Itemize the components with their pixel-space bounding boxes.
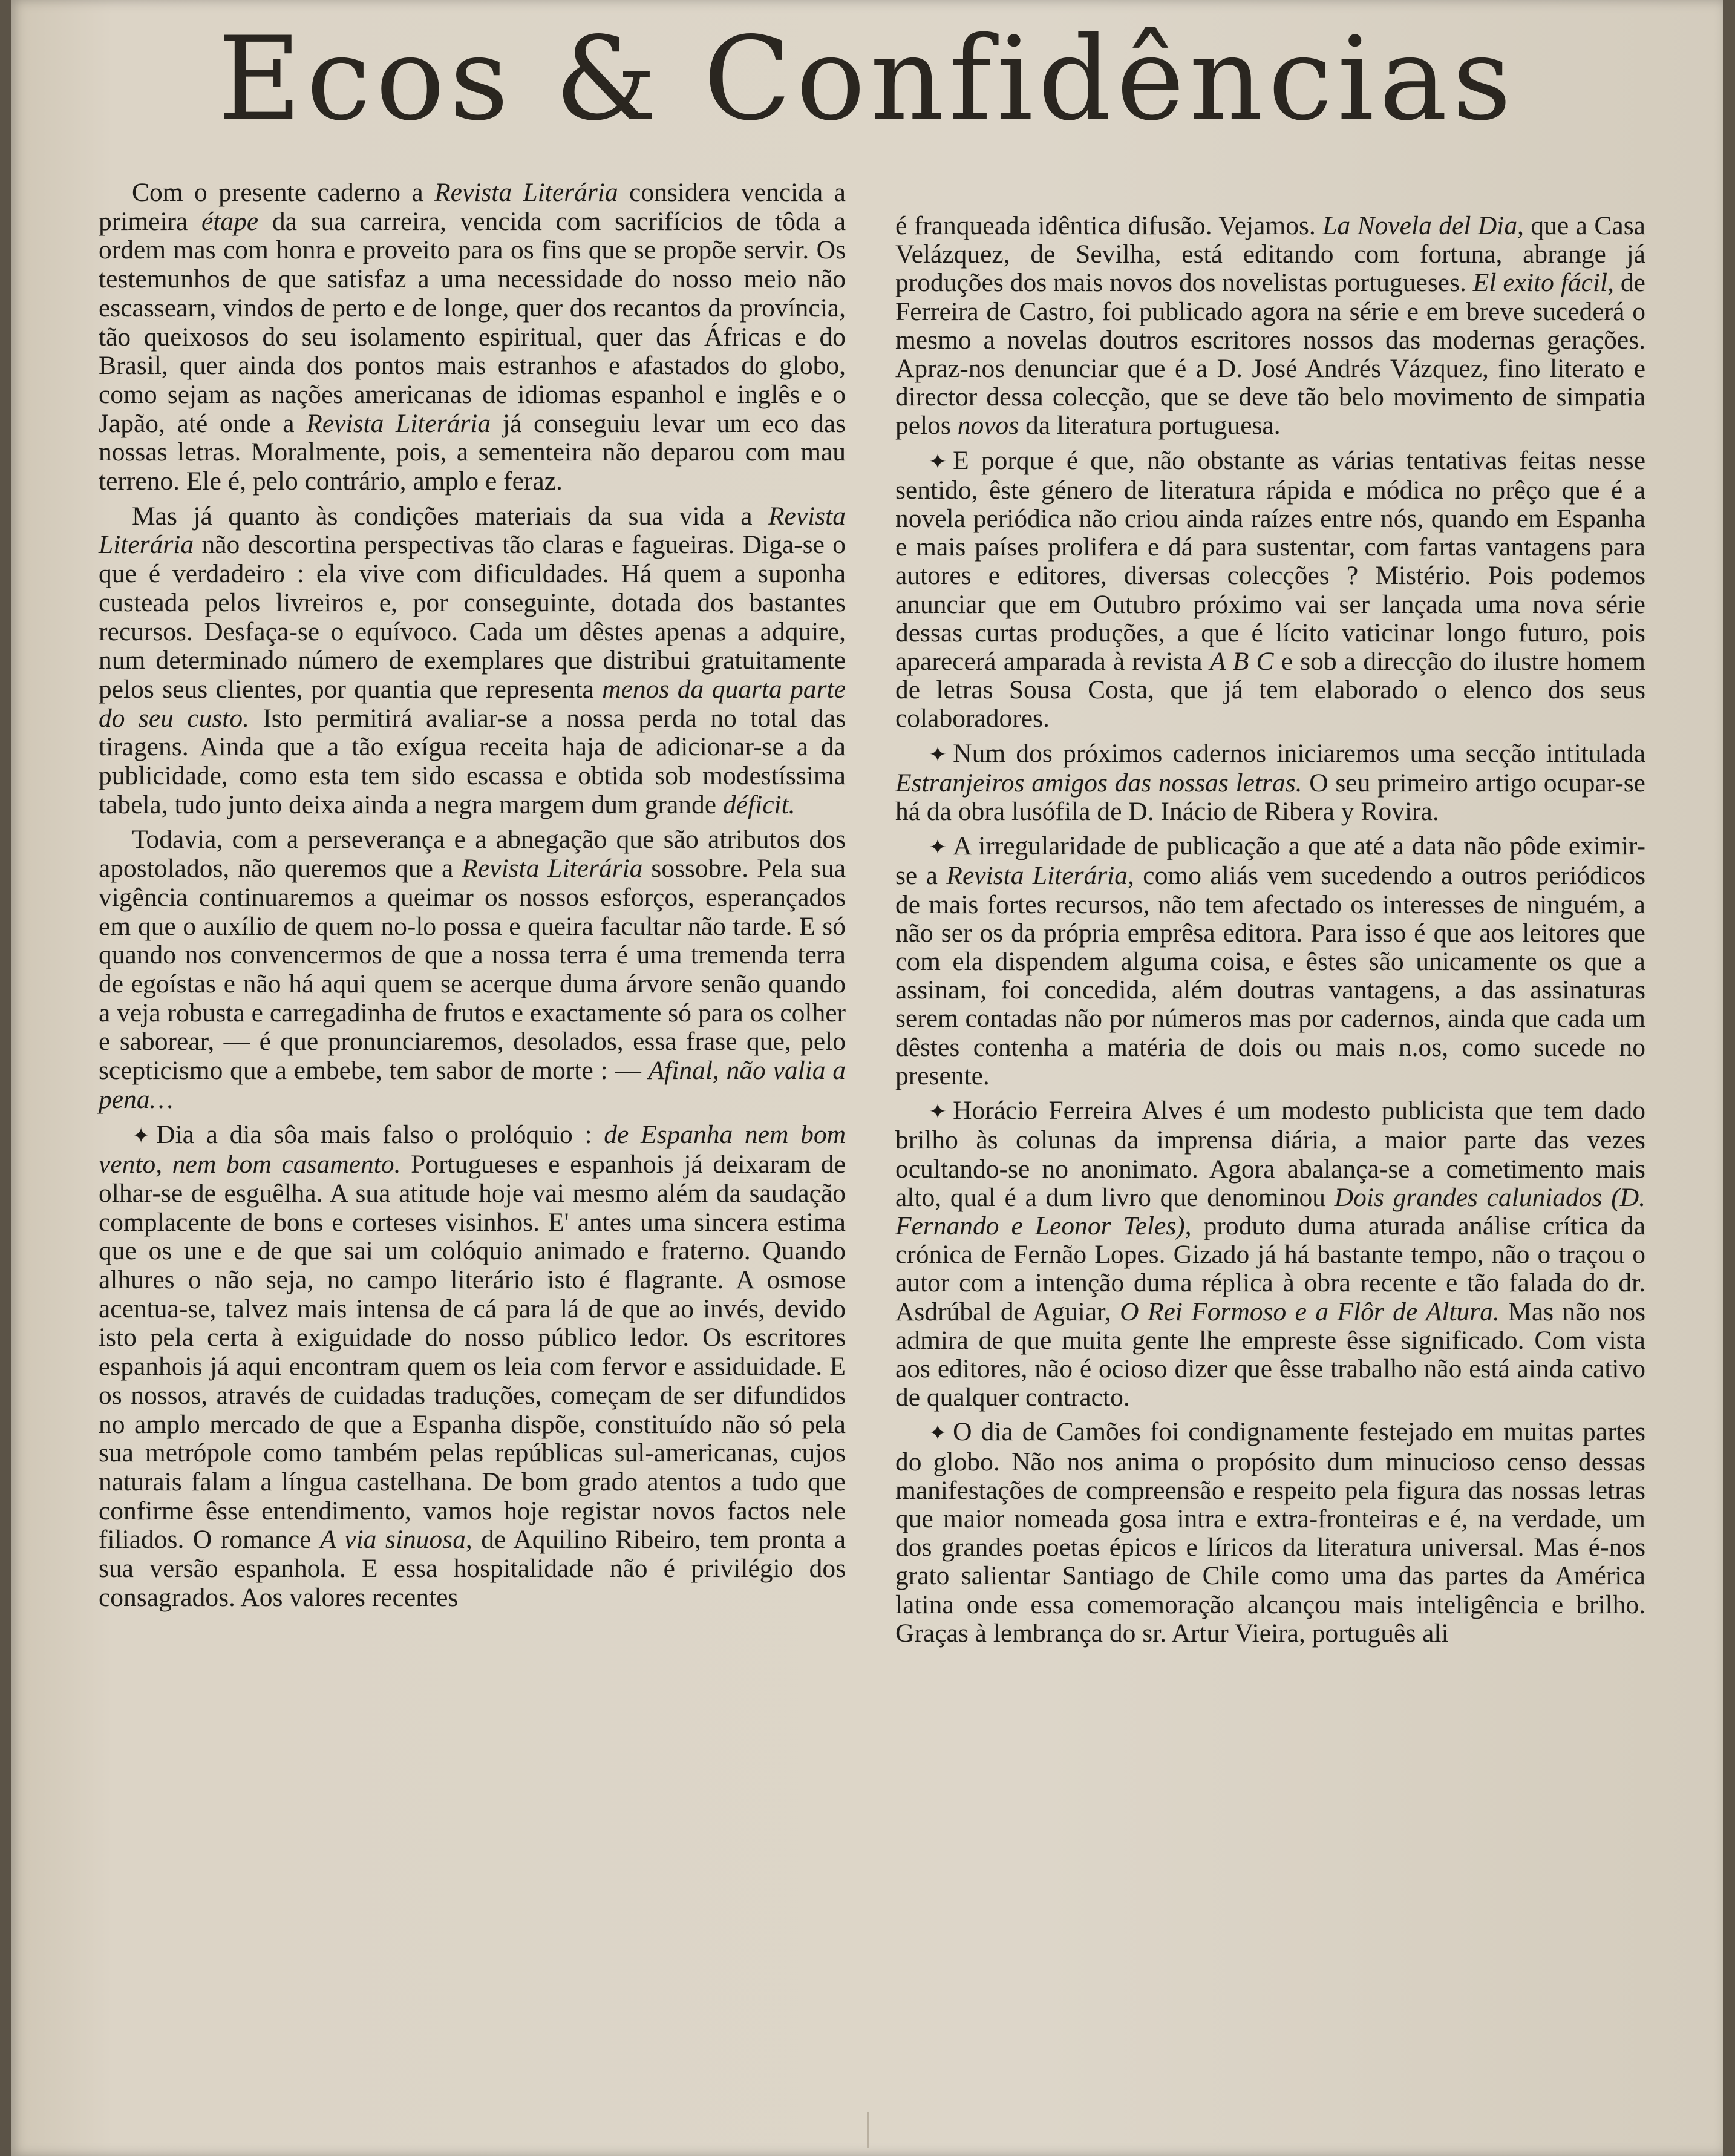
italic-text: Estranjeiros amigos das nossas letras.: [895, 768, 1302, 798]
italic-text: déficit.: [722, 790, 796, 819]
italic-text: Revista Literária: [99, 501, 846, 560]
text-run: , de Aquilino Ribeiro, tem pronta a sua versão espanhola. E essa hospitalidade não é privilégio dos consagrados. Aos valores recentes: [99, 1525, 846, 1612]
paragraph: [895, 832, 1645, 1090]
text-run: e sob a direcção do ilustre homem de letras Sousa Costa, que já tem elaborado o elenco dos seus colaboradores.: [895, 647, 1645, 733]
text-run: Todavia, com a perseverança e a abnegação que são atributos dos apostolados, não queremos que a: [99, 825, 846, 883]
paragraph-ornament-icon: ✦: [929, 1099, 947, 1124]
text-run: não descortina perspectivas tão claras e fagueiras. Diga-se o que é verdadeiro : ela vive com dificuldades. Há quem a suponha custeada pelos livreiros e, por conseguinte, dotada dos bastantes recursos. Desfaça-se o equívoco. Cada um dêstes apenas a adquire, num determinado número de exemplares que distribui gratuitamente pelos seus clientes, por quantia que representa: [99, 530, 846, 704]
paragraph: [99, 1121, 846, 1613]
italic-text: novos: [957, 411, 1019, 441]
italic-text: La Novela del Dia: [1322, 211, 1518, 240]
text-run: já conseguiu levar um eco das nossas letras. Moralmente, pois, a sementeira não deparou com mau terreno. Ele é, pelo contrário, amplo e feraz.: [99, 408, 846, 496]
paragraph: [99, 179, 846, 496]
paragraph-ornament-icon: ✦: [929, 742, 947, 767]
paragraph-ornament-icon: ✦: [132, 1123, 151, 1148]
text-run: considera vencida a primeira: [99, 178, 846, 236]
text-run: , de Ferreira de Castro, foi publicado agora na série e em breve sucederá o mesmo a novelas doutros escritores nossos das modernas gerações. Apraz-nos denunciar que é a D. José Andrés Vázquez, fino literato e director dessa colecção, que se deve tão belo movimento de simpatia pelos: [895, 268, 1645, 441]
paragraph: [895, 447, 1645, 733]
italic-text: menos da quarta parte do seu custo.: [99, 674, 846, 733]
text-run: A irregularidade de publicação a que até a data não pôde eximir-se a: [895, 831, 1645, 891]
italic-text: El exito fácil: [1472, 268, 1608, 298]
text-run: Portugueses e espanhois já deixaram de olhar-se de esguêlha. A sua atitude hoje vai mesmo além da saudação complacente de bons e corteses visinhos. E' antes uma sincera estima que os une e de que sai um colóquio animado e fraterno. Quando alhures o não seja, no campo literário isto é flagrante. A osmose acentua-se, talvez mais intensa de cá para lá de que ao invés, devido isto pela certa à exiguidade do nosso público ledor. Os escritores espanhois já aqui encontram quem os leia com fervor e assiduidade. E os nossos, através de cuidadas traduções, começam de ser difundidos no amplo mercado de que a Espanha dispõe, constituído não só pela sua metrópole como também pelas repúblicas sul-americanas, cujos naturais falam a língua castelhana. De bom grado atentos a tudo que confirme êsse entendimento, vamos hoje registar novos factos nele filiados. O romance: [99, 1150, 846, 1555]
paragraph: [895, 1096, 1645, 1412]
text-run: Num dos próximos cadernos iniciaremos uma secção intitulada: [953, 738, 1645, 768]
italic-text: étape: [201, 206, 259, 236]
text-run: Isto permitirá avaliar-se a nossa perda no total das tiragens. Ainda que a tão exígua receita haja de adicionar-se a da publicidade, como esta tem sido escassa e obtida sob modestíssima tabela, tudo junto deixa ainda a negra margem dum grande: [99, 703, 846, 819]
gutter-mark: [867, 2112, 869, 2148]
left-column: [99, 179, 846, 1618]
text-run: O dia de Camões foi condignamente festejado em muitas partes do globo. Não nos anima o propósito dum minucioso censo dessas manifestações de compreensão e respeito pela figura das nossas letras que maior nomeada gosa intra e extra-fronteiras e é, na verdade, um dos grandes poetas épicos e líricos da literatura universal. Mas é-nos grato salientar Santiago de Chile como uma das partes da América latina onde essa comemoração alcançou mais inteligência e brilho. Graças à lembrança do sr. Artur Vieira, português ali: [895, 1417, 1645, 1648]
paragraph: [895, 1418, 1645, 1648]
text-run: Horácio Ferreira Alves é um modesto publicista que tem dado brilho às colunas da imprensa diária, a maior parte das vezes ocultando-se no anonimato. Agora abalança-se a cometimento mais alto, qual é a dum livro que denominou: [895, 1096, 1645, 1212]
italic-text: O Rei Formoso e a Flôr de Altura.: [1120, 1297, 1500, 1326]
right-column: [895, 212, 1645, 1654]
text-run: sossobre. Pela sua vigência continuaremos a queimar os nossos esforços, esperançados em que o auxílio de quem no-lo possa e queira facultar não tarde. E só quando nos convencermos de que a nossa terra é uma tremenda terra de egoístas e não há aqui quem se acerque duma árvore senão quando a veja robusta e carregadinha de frutos e exactamente só para os colher e saborear, — é que pronunciaremos, desolados, essa frase que, pelo scepticismo que a embebe, tem sabor de morte : —: [99, 854, 846, 1086]
text-run: E porque é que, não obstante as várias tentativas feitas nesse sentido, êste género de literatura rápida e módica no prêço que é a novela periódica não criou ainda raízes entre nós, quando em Espanha e mais países prolifera e dá para sustentar, com fartas vantagens para autores e editores, diversas colecções ? Mistério. Pois podemos anunciar que em Outubro próximo vai ser lançada uma nova série dessas curtas produções, a que é lícito vaticinar longo futuro, pois aparecerá amparada à revista: [895, 445, 1645, 677]
magazine-page: [11, 0, 1723, 2156]
text-run: Com o presente caderno a: [132, 178, 435, 207]
page-title: Ecos & Confidências: [217, 12, 1517, 146]
italic-text: A via sinuosa: [319, 1525, 466, 1555]
italic-text: A B C: [1209, 647, 1274, 677]
text-run: da literatura portuguesa.: [1019, 411, 1281, 441]
italic-text: Dois grandes caluniados (D. Fernando e Leonor Teles): [895, 1182, 1645, 1240]
paragraph-ornament-icon: ✦: [929, 835, 947, 860]
text-run: Mas já quanto às condições materiais da sua vida a: [132, 501, 768, 531]
paragraph: [895, 739, 1645, 827]
text-run: da sua carreira, vencida com sacrifícios de tôda a ordem mas com honra e proveito para os fins que se propõe servir. Os testemunhos de que satisfaz a uma necessidade do nosso meio não escassearn, vindos de perto e de longe, quer dos recantos da província, tão queixosos do seu isolamento espiritual, quer das Áfricas e do Brasil, quer ainda dos pontos mais estranhos e afastados do globo, como sejam as nações americanas de idiomas espanhol e inglês e o Japão, até onde a: [99, 206, 846, 438]
italic-text: Revista Literária: [434, 178, 618, 207]
italic-text: Revista Literária: [946, 861, 1128, 891]
italic-text: Afinal, não valia a pena…: [99, 1056, 846, 1114]
italic-text: Revista Literária: [462, 854, 643, 883]
text-run: , produto duma aturada análise crítica da crónica de Fernão Lopes. Gizado já há bastante tempo, não o traçou o autor com a intenção duma réplica à obra recente e tão falada do dr. Asdrúbal de Aguiar,: [895, 1211, 1645, 1326]
paragraph: [99, 825, 846, 1114]
text-run: Mas não nos admira de que muita gente lhe empreste êsse significado. Com vista aos editores, não é ocioso dizer que êsse trabalho não está ainda cativo de qualquer contracto.: [895, 1297, 1645, 1412]
italic-text: de Espanha nem bom vento, nem bom casamento.: [99, 1119, 846, 1179]
italic-text: Revista Literária: [306, 408, 491, 438]
text-run: , que a Casa Velázquez, de Sevilha, está editando com fortuna, abrange já produções dos mais novos dos novelistas portugueses.: [895, 211, 1645, 298]
paragraph-ornament-icon: ✦: [929, 1421, 947, 1446]
text-run: Dia a dia sôa mais falso o prolóquio :: [156, 1119, 604, 1149]
paragraph: [99, 502, 846, 820]
text-run: , como aliás vem sucedendo a outros periódicos de mais fortes recursos, não tem afectado os interesses de ninguém, a não ser os da própria emprêsa editora. Para isso é que aos leitores que com ela dispendem alguma coisa, e êstes são unicamente os que a assinam, foi concedida, além doutras vantagens, a das assinaturas serem contadas não por números mas por cadernos, ainda que cada um dêstes contenha a matéria de dois ou mais n.os, como sucede no presente.: [895, 861, 1646, 1090]
paragraph: [895, 212, 1645, 441]
paragraph-ornament-icon: ✦: [929, 449, 947, 474]
text-run: é franqueada idêntica difusão. Vejamos.: [895, 211, 1323, 240]
text-run: O seu primeiro artigo ocupar-se há da obra lusófila de D. Inácio de Ribera y Rovira.: [895, 768, 1645, 827]
